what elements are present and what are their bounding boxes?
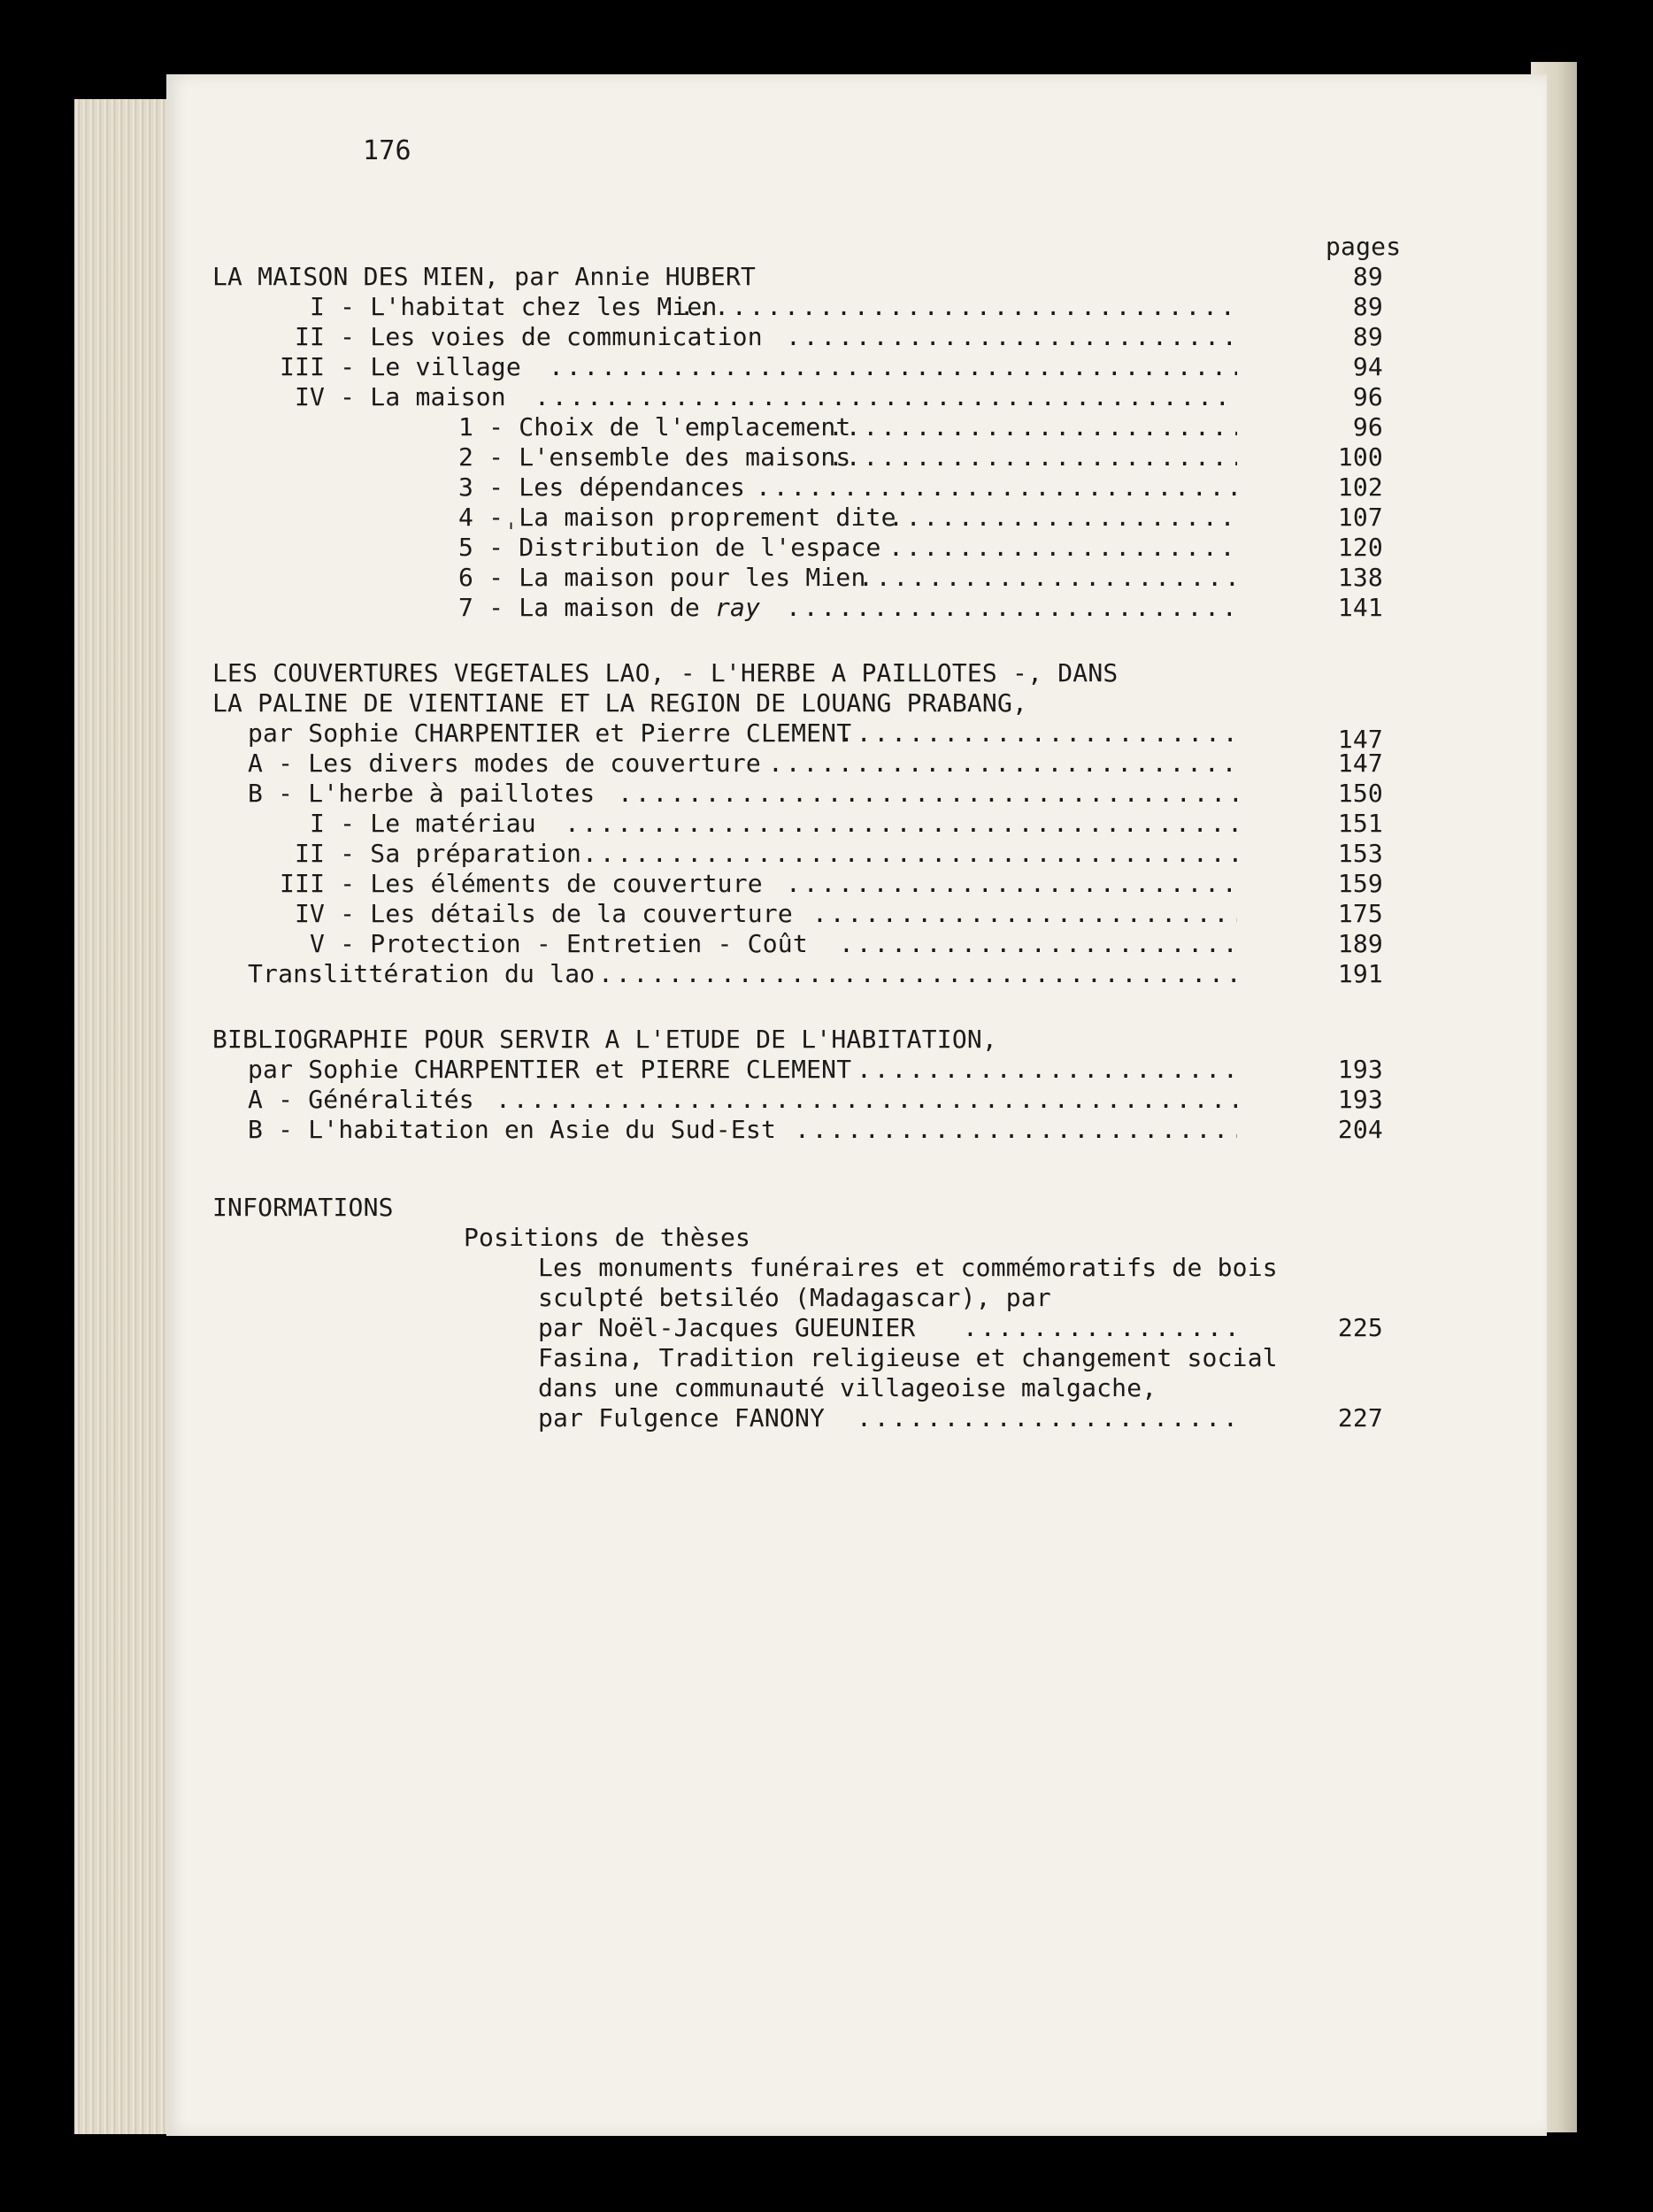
subsection-title: Positions de thèses	[464, 1223, 751, 1252]
book-page	[166, 74, 1547, 2136]
section-title-line: BIBLIOGRAPHIE POUR SERVIR A L'ETUDE DE L'HABITATION,	[212, 1025, 997, 1054]
entry-line: sculpté betsiléo (Madagascar), par	[538, 1283, 1051, 1312]
entry-line: Fasina, Tradition religieuse et changement social	[538, 1343, 1278, 1372]
section-title-line: LA PALINE DE VIENTIANE ET LA REGION DE LOUANG PRABANG,	[212, 688, 1028, 718]
section-title: INFORMATIONS	[212, 1193, 394, 1222]
section-page: 89	[1352, 262, 1383, 291]
table-of-contents: 176 pages LA MAISON DES MIEN, par Annie HUBERT 89 I - L'habitat chez les Mien . . . 89 II - Les voies de communication . . . 89 III - Le village . . . 94 IV - La maison . . . 96 1 - Choix de l'emplacement . . . 96 2 - L'ensemble des maisons . . . 100 3 - Les dépendances . . . 102 4 -ˌLa maison proprement dite . . . 107 5 - Distribution de l'espace . . . 120 6 - La maison pour les Mien . . . 138 7 - La maison de ray . . . 141 LES COUVERTURES VEGETALES LAO, - L'HERBE A PAILLOTES -, DANS LA PALINE DE VIENTIANE ET LA REGION DE LOUANG PRABANG, par Sophie CHARPENTIER et Pierre CLEMENT . . . 147 A - Les divers modes de couverture . . . 147 B - L'herbe à paillotes . . . 150 I - Le matériau . . . 151 II - Sa préparation . . . 153 III - Les éléments de couverture . . . 159 IV - Les détails de la couverture . . . 175 V - Protection - Entretien - Coût . . . 189 Translittération du lao . . . 191 BIBLIOGRAPHIE POUR SERVIR A L'ETUDE DE L'HABITATION, par Sophie CHARPENTIER et PIERRE CLEMENT . . . 193 A - Généralités . . . 193 B - L'habitation en Asie du Sud-Est . . . 204 INFORMATIONS Positions de thèses Les monuments funéraires et commémoratifs de bois sculpté betsiléo (Madagascar), par par Noël-Jacques GUEUNIER . . . 225 Fasina, Tradition religieuse et changement social dans une communauté villageoise malgache, par Fulgence FANONY . . . 227	[166, 74, 1547, 2136]
entry-line: dans une communauté villageoise malgache,	[538, 1373, 1157, 1402]
book-page-edges	[74, 99, 172, 2134]
entry-line: Les monuments funéraires et commémoratifs de bois	[538, 1253, 1278, 1282]
pages-column-header: pages	[1326, 232, 1402, 261]
section-title-line: LES COUVERTURES VEGETALES LAO, - L'HERBE A PAILLOTES -, DANS	[212, 658, 1119, 687]
section-title: LA MAISON DES MIEN, par Annie HUBERT	[212, 262, 757, 291]
page-number: 176	[363, 135, 411, 166]
